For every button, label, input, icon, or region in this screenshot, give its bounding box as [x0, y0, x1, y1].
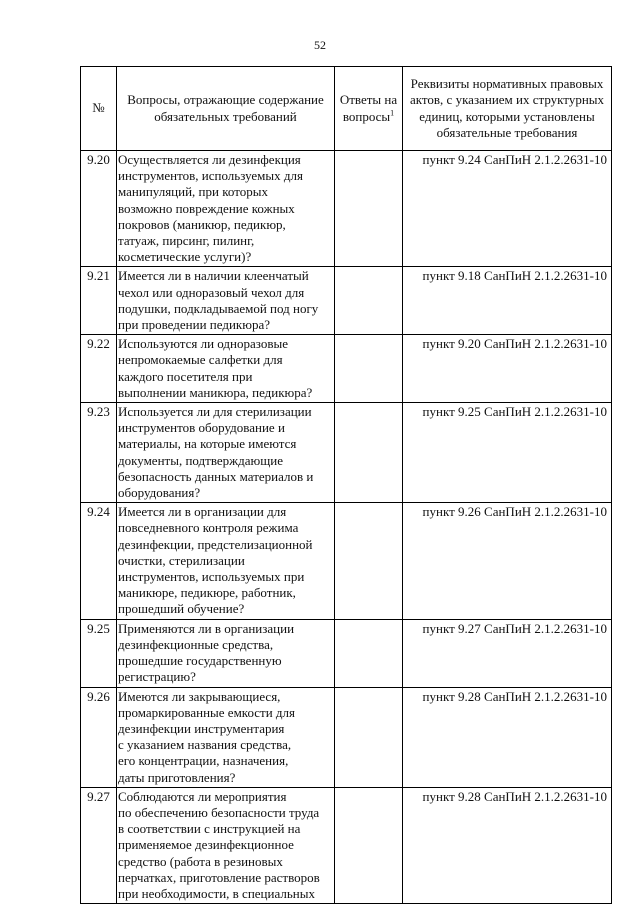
- question-line: безопасность данных материалов и: [118, 468, 314, 484]
- row-number: 9.22: [81, 335, 117, 403]
- question-line: Соблюдаются ли мероприятия: [118, 788, 287, 804]
- question-cell: [117, 267, 335, 335]
- requisite-cell: пункт 9.18 СанПиН 2.1.2.2631-10: [403, 267, 612, 335]
- requisite-cell: пункт 9.26 СанПиН 2.1.2.2631-10: [403, 503, 612, 619]
- table-row: [81, 267, 612, 335]
- question-line: инструментов, используемых при: [118, 569, 305, 585]
- row-number: 9.26: [81, 687, 117, 787]
- question-line: повседневного контроля режима: [118, 520, 299, 536]
- question-line: даты приготовления?: [118, 769, 236, 785]
- header-requisites: Реквизиты нормативных правовых актов, с указанием их структурных единиц, которыми установлены обязательные требования: [403, 67, 612, 151]
- table-row: [81, 335, 612, 403]
- question-line: дезинфекции, предстелизационной: [118, 536, 313, 552]
- answer-cell: [335, 267, 403, 335]
- question-line: Имеется ли в наличии клеенчатый: [118, 268, 309, 284]
- question-line: средство (работа в резиновых: [118, 853, 283, 869]
- question-line: оборудования?: [118, 485, 201, 501]
- question-line: инструментов, используемых для: [118, 168, 303, 184]
- question-line: косметические услуги)?: [118, 249, 252, 265]
- question-cell: [117, 335, 335, 403]
- question-line: очистки, стерилизации: [118, 552, 245, 568]
- answer-cell: [335, 787, 403, 903]
- question-line: прошедшие государственную: [118, 653, 282, 669]
- question-cell: [117, 503, 335, 619]
- question-line: маникюре, педикюре, работник,: [118, 585, 296, 601]
- question-line: чехол или одноразовый чехол для: [118, 284, 305, 300]
- requirements-table: [80, 66, 612, 904]
- question-cell: [117, 687, 335, 787]
- row-number: 9.21: [81, 267, 117, 335]
- question-line: Применяются ли в организации: [118, 620, 295, 636]
- answer-cell: [335, 619, 403, 687]
- table-row: [81, 503, 612, 619]
- table-header-row: [81, 67, 612, 151]
- question-line: промаркированные емкости для: [118, 704, 296, 720]
- question-line: каждого посетителя при: [118, 368, 253, 384]
- question-line: в соответствии с инструкцией на: [118, 821, 301, 837]
- question-line: возможно повреждение кожных: [118, 200, 295, 216]
- requisite-cell: пункт 9.24 СанПиН 2.1.2.2631-10: [403, 151, 612, 267]
- question-line: непромокаемые салфетки для: [118, 352, 283, 368]
- question-line: по обеспечению безопасности труда: [118, 804, 320, 820]
- answer-cell: [335, 403, 403, 503]
- question-line: татуаж, пирсинг, пилинг,: [118, 233, 255, 249]
- question-line: материалы, на которые имеются: [118, 436, 297, 452]
- row-number: 9.23: [81, 403, 117, 503]
- header-answers-footnote: 1: [390, 108, 395, 118]
- question-line: при необходимости, в специальных: [118, 885, 315, 901]
- table-row: [81, 619, 612, 687]
- question-line: дезинфекции инструментария: [118, 720, 285, 736]
- question-line: инструментов оборудование и: [118, 420, 285, 436]
- question-line: дезинфекционные средства,: [118, 636, 274, 652]
- row-number: 9.20: [81, 151, 117, 267]
- question-line: Имеются ли закрывающиеся,: [118, 688, 281, 704]
- answer-cell: [335, 335, 403, 403]
- answer-cell: [335, 503, 403, 619]
- header-num: №: [81, 67, 117, 151]
- question-cell: [117, 151, 335, 267]
- table-row: [81, 687, 612, 787]
- answer-cell: [335, 687, 403, 787]
- table-row: [81, 787, 612, 903]
- question-line: при проведении педикюра?: [118, 317, 270, 333]
- question-line: Осуществляется ли дезинфекция: [118, 152, 301, 167]
- requisite-cell: пункт 9.28 СанПиН 2.1.2.2631-10: [403, 687, 612, 787]
- question-line: подушки, подкладываемой под ногу: [118, 300, 319, 316]
- question-line: документы, подтверждающие: [118, 452, 283, 468]
- row-number: 9.24: [81, 503, 117, 619]
- header-answers: [335, 67, 403, 151]
- question-line: перчатках, приготовление растворов: [118, 869, 320, 885]
- header-answers-text: Ответы на вопросы: [339, 92, 398, 124]
- question-line: его концентрации, назначения,: [118, 753, 289, 769]
- row-number: 9.25: [81, 619, 117, 687]
- question-cell: [117, 403, 335, 503]
- requisite-cell: пункт 9.28 СанПиН 2.1.2.2631-10: [403, 787, 612, 903]
- page-number: 52: [314, 38, 326, 52]
- question-cell: [117, 619, 335, 687]
- requisite-cell: пункт 9.20 СанПиН 2.1.2.2631-10: [403, 335, 612, 403]
- requisite-cell: пункт 9.27 СанПиН 2.1.2.2631-10: [403, 619, 612, 687]
- question-line: манипуляций, при которых: [118, 184, 268, 200]
- question-line: регистрацию?: [118, 669, 196, 685]
- question-line: покровов (маникюр, педикюр,: [118, 216, 286, 232]
- question-cell: [117, 787, 335, 903]
- answer-cell: [335, 151, 403, 267]
- question-line: выполнении маникюра, педикюра?: [118, 384, 313, 400]
- header-questions: Вопросы, отражающие содержание обязательных требований: [117, 67, 335, 151]
- question-line: Используются ли одноразовые: [118, 336, 288, 352]
- question-line: Имеется ли в организации для: [118, 504, 287, 520]
- question-line: с указанием названия средства,: [118, 737, 292, 753]
- requisite-cell: пункт 9.25 СанПиН 2.1.2.2631-10: [403, 403, 612, 503]
- question-line: прошедший обучение?: [118, 601, 245, 617]
- question-line: Используется ли для стерилизации: [118, 404, 312, 420]
- table-row: [81, 151, 612, 267]
- table-row: [81, 403, 612, 503]
- question-line: применяемое дезинфекционное: [118, 837, 294, 853]
- row-number: 9.27: [81, 787, 117, 903]
